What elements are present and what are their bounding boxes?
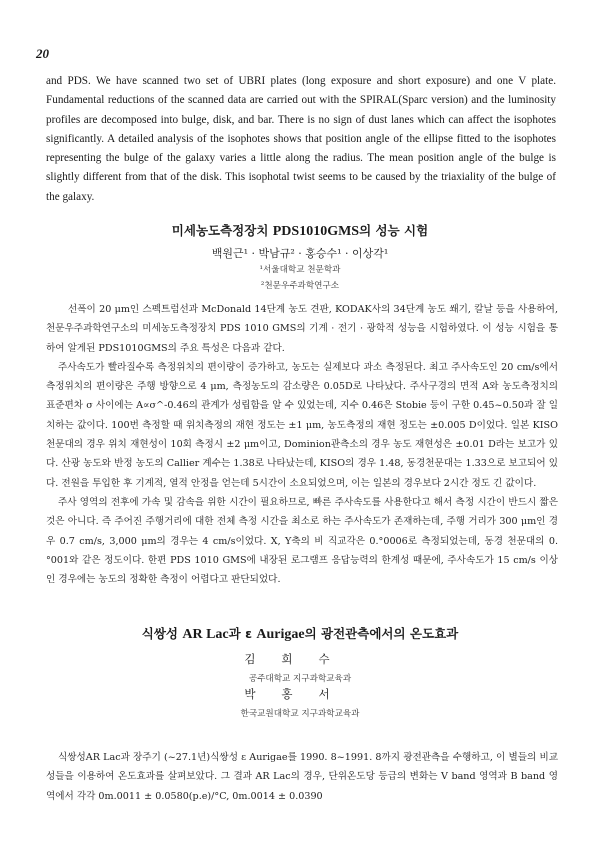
- article2-author-2: 박홍서: [244, 687, 356, 701]
- article1-paragraph: 주사속도가 빨라질수록 측정위치의 편이량이 증가하고, 농도는 실제보다 과소 측정된다. 최고 주사속도인 20 cm/s에서 측정위치의 편이량은 주행 방향으로 4 μm, 측정농도의 감소량은 0.05D로 나타났다. 주사구경의 면적 A와 농도측정치의 표준편차 σ 사이에는 A∝σ^-0.46의 관계가 성립함을 알 수 있었는데, 지수 0.46은 Stobie 등이 구한 0.45~0.50과 잘 일치하는 값이다. 100번 측정할 때 위치측정의 재현 정도는 ±1 μm, 농도측정의 재현 정도는 ±0.005 D이었다. 일본 KISO천문대의 경우 위치 재현성이 10회 측정시 ±2 μm이고, Dominion관측소의 경우 농도 재현성은 ±0.01 D라는 보고가 있다. 산광 농도와 반정 농도의 Callier 계수는 1.38로 나타났는데, KISO의 경우 1.48, 동경천문대는 1.33으로 보고되어 있다. 전원을 투입한 후 기계적, 열적 안정을 얻는데 5시간이 소요되었으며, 이는 일본의 경우보다 2시간 정도 긴 값이다.: [46, 361, 558, 489]
- article2-author-1: 김희수: [244, 652, 356, 666]
- article2-title-mid: 과 ε: [228, 626, 257, 641]
- article1-affiliation-1: ¹서울대학교 천문학과: [259, 265, 341, 275]
- article2-title: [0, 624, 600, 643]
- article2-title-post: 의 광전관측에서의 온도효과: [304, 626, 459, 641]
- english-abstract-paragraph: and PDS. We have scanned two set of UBRI plates (long exposure and short exposure) and one V plate. Fundamental reductions of the scanned data are carried out with the SPIRAL(Sparc version) and the luminosity profiles are decomposed into bulge, disk, and bar. There is no sign of dust lanes which can affect the isophotes significantly. A detailed analysis of the isophotes shows that position angle of the ellipse fitted to the isophotes representing the bulge of the galaxy varies a little along the radius. The mean position angle of the bulge is slightly different from that of the disk. This isophotal twist seems to be caused by the triaxiality of the bulge of the galaxy.: [46, 75, 556, 203]
- article2-title-pre: 식쌍성: [141, 626, 183, 641]
- article1-body: [46, 300, 558, 589]
- page-number: 20: [36, 46, 49, 61]
- article1-paragraph: 주사 영역의 전후에 가속 및 감속을 위한 시간이 필요하므로, 빠른 주사속도를 사용한다고 해서 측정 시간이 반드시 짧은 것은 아니다. 즉 주어진 주행거리에 대한 전체 측정 시간을 최소로 하는 주사속도가 존재하는데, 주행 거리가 300 μm인 경우 0.7 cm/s, 3,000 μm의 경우는 4 cm/s이었다. X, Y축의 비 직교각은 0.°0006로 측정되었는데, 동경 천문대의 0.°001와 같은 정도이다. 한편 PDS 1010 GMS에 내장된 로그램프 응답능력의 한계성 때문에, 주사속도가 15 cm/s 이상인 경우에는 농도의 정확한 측정이 어렵다고 판단되었다.: [46, 496, 558, 586]
- article1-title-latin: PDS1010GMS: [272, 224, 360, 239]
- article2-body: [46, 748, 558, 806]
- article2-affiliation-1: 공주대학교 지구과학교육과: [248, 674, 352, 684]
- article1-authors: 백원근¹ · 박남규² · 홍승수¹ · 이상각¹: [211, 247, 389, 260]
- article2-paragraph: 식쌍성AR Lac과 장주기 (~27.1년)식쌍성 ε Aurigae를 1990. 8~1991. 8까지 광전관측을 수행하고, 이 별들의 비교성들을 이용하여 온도효과를 살펴보았다. 그 결과 AR Lac의 경우, 단위온도당 등급의 변화는 V band 영역과 B band 영역에서 각각 0m.0011 ± 0.0580(p.e)/°C, 0m.0014 ± 0.0390: [46, 752, 558, 802]
- article1-paragraph: 선폭이 20 μm인 스펙트럼선과 McDonald 14단계 농도 견판, KODAK사의 34단계 농도 쐐기, 칼날 등을 사용하여, 천문우주과학연구소의 미세농도측정장치 PDS 1010 GMS의 기계 · 전기 · 광학적 성능을 시험하였다. 이 성능 시험을 통하여 알게된 PDS1010GMS의 주요 특성은 다음과 같다.: [46, 304, 558, 354]
- article1-affiliation-2: ²천문우주과학연구소: [260, 281, 340, 291]
- article2-title-latin-1: AR Lac: [182, 627, 229, 642]
- article1-title-post: 의 성능 시험: [359, 223, 429, 238]
- article2-title-latin-2: Aurigae: [256, 627, 305, 642]
- article2-affiliation-2: 한국교원대학교 지구과학교육과: [240, 709, 360, 719]
- article1-title: [0, 221, 600, 240]
- article1-title-pre: 미세농도측정장치: [171, 223, 273, 238]
